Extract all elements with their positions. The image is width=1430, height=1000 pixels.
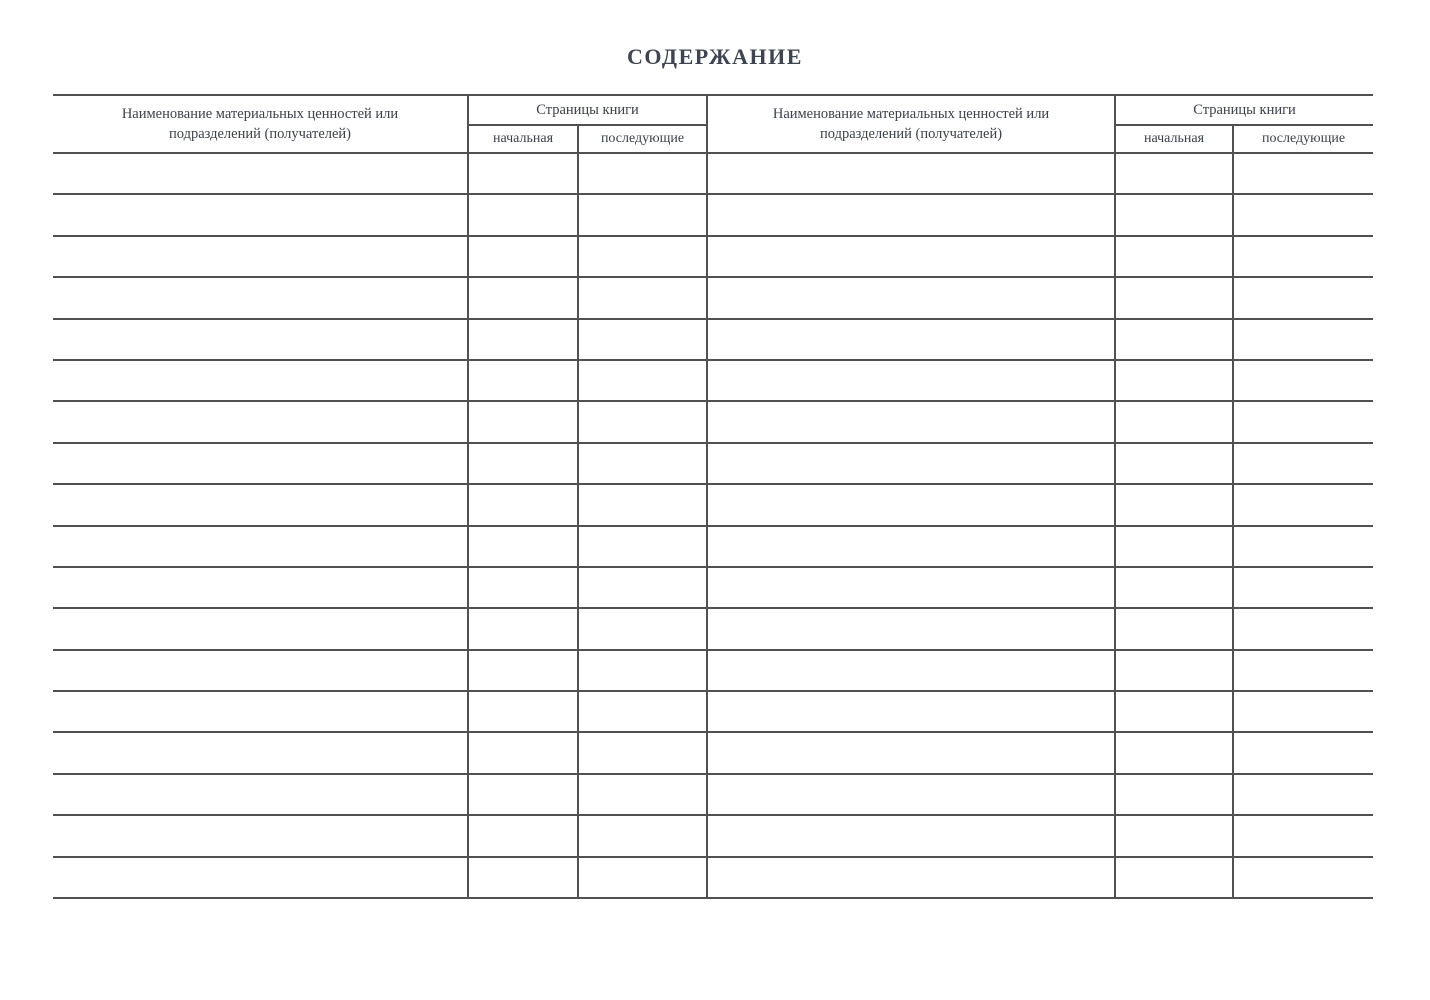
- table-row: [53, 567, 1373, 608]
- empty-cell: [1233, 236, 1373, 277]
- empty-cell: [707, 526, 1115, 567]
- empty-cell: [1233, 567, 1373, 608]
- empty-cell: [707, 567, 1115, 608]
- empty-cell: [468, 650, 578, 691]
- table-row: [53, 732, 1373, 773]
- empty-cell: [1233, 815, 1373, 856]
- table-header: [53, 95, 1373, 153]
- table-row: [53, 360, 1373, 401]
- empty-cell: [468, 277, 578, 318]
- empty-cell: [1233, 484, 1373, 525]
- empty-cell: [578, 277, 707, 318]
- empty-cell: [53, 526, 468, 567]
- empty-cell: [1115, 567, 1233, 608]
- empty-cell: [578, 567, 707, 608]
- empty-cell: [707, 857, 1115, 898]
- empty-cell: [707, 360, 1115, 401]
- empty-cell: [1233, 360, 1373, 401]
- col-subheader-subsequent-right: последующие: [1233, 125, 1373, 153]
- table-body: [53, 153, 1373, 898]
- table-row: [53, 277, 1373, 318]
- empty-cell: [707, 608, 1115, 649]
- empty-cell: [1115, 484, 1233, 525]
- empty-cell: [707, 277, 1115, 318]
- empty-cell: [53, 153, 468, 194]
- page-title: СОДЕРЖАНИЕ: [627, 44, 803, 69]
- table-row: [53, 691, 1373, 732]
- empty-cell: [1115, 236, 1233, 277]
- table-row: [53, 774, 1373, 815]
- empty-cell: [1115, 774, 1233, 815]
- empty-cell: [468, 526, 578, 567]
- empty-cell: [1115, 691, 1233, 732]
- col-subheader-subsequent-left: последующие: [578, 125, 707, 153]
- empty-cell: [578, 236, 707, 277]
- empty-cell: [1233, 153, 1373, 194]
- empty-cell: [468, 401, 578, 442]
- empty-cell: [53, 691, 468, 732]
- empty-cell: [578, 360, 707, 401]
- empty-cell: [1233, 857, 1373, 898]
- contents-table: [53, 94, 1373, 899]
- empty-cell: [578, 815, 707, 856]
- empty-cell: [1115, 194, 1233, 235]
- empty-cell: [1233, 401, 1373, 442]
- empty-cell: [1115, 815, 1233, 856]
- empty-cell: [707, 650, 1115, 691]
- table-row: [53, 153, 1373, 194]
- empty-cell: [1115, 277, 1233, 318]
- empty-cell: [1233, 443, 1373, 484]
- empty-cell: [468, 608, 578, 649]
- empty-cell: [53, 194, 468, 235]
- empty-cell: [468, 153, 578, 194]
- empty-cell: [1233, 691, 1373, 732]
- table-row: [53, 484, 1373, 525]
- empty-cell: [53, 567, 468, 608]
- empty-cell: [1115, 732, 1233, 773]
- empty-cell: [578, 526, 707, 567]
- table-row: [53, 650, 1373, 691]
- empty-cell: [468, 443, 578, 484]
- empty-cell: [1233, 319, 1373, 360]
- empty-cell: [468, 815, 578, 856]
- empty-cell: [53, 360, 468, 401]
- empty-cell: [1233, 774, 1373, 815]
- table-row: [53, 236, 1373, 277]
- empty-cell: [1115, 360, 1233, 401]
- empty-cell: [1115, 401, 1233, 442]
- empty-cell: [53, 319, 468, 360]
- empty-cell: [707, 443, 1115, 484]
- empty-cell: [1115, 526, 1233, 567]
- empty-cell: [578, 194, 707, 235]
- empty-cell: [1115, 857, 1233, 898]
- empty-cell: [707, 194, 1115, 235]
- empty-cell: [1233, 732, 1373, 773]
- empty-cell: [53, 732, 468, 773]
- empty-cell: [707, 691, 1115, 732]
- table-row: [53, 815, 1373, 856]
- table-row: [53, 526, 1373, 567]
- empty-cell: [1115, 319, 1233, 360]
- empty-cell: [578, 443, 707, 484]
- empty-cell: [578, 774, 707, 815]
- empty-cell: [1115, 650, 1233, 691]
- table-row: [53, 857, 1373, 898]
- table-row: [53, 443, 1373, 484]
- empty-cell: [53, 401, 468, 442]
- table-row: [53, 194, 1373, 235]
- empty-cell: [1233, 608, 1373, 649]
- col-header-name-left: Наименование материальных ценностей или подразделений (получателей): [53, 95, 468, 153]
- col-header-pages-left: Страницы книги: [468, 95, 707, 125]
- empty-cell: [468, 319, 578, 360]
- empty-cell: [578, 319, 707, 360]
- empty-cell: [707, 484, 1115, 525]
- empty-cell: [707, 153, 1115, 194]
- empty-cell: [578, 857, 707, 898]
- empty-cell: [53, 484, 468, 525]
- empty-cell: [468, 774, 578, 815]
- col-subheader-initial-left: начальная: [468, 125, 578, 153]
- empty-cell: [468, 236, 578, 277]
- empty-cell: [468, 194, 578, 235]
- empty-cell: [707, 732, 1115, 773]
- empty-cell: [468, 360, 578, 401]
- empty-cell: [468, 567, 578, 608]
- table-row: [53, 608, 1373, 649]
- empty-cell: [53, 650, 468, 691]
- col-header-name-right: Наименование материальных ценностей или подразделений (получателей): [707, 95, 1115, 153]
- empty-cell: [1233, 277, 1373, 318]
- empty-cell: [468, 732, 578, 773]
- empty-cell: [1233, 526, 1373, 567]
- empty-cell: [578, 691, 707, 732]
- empty-cell: [578, 484, 707, 525]
- table-row: [53, 319, 1373, 360]
- empty-cell: [468, 857, 578, 898]
- table-row: [53, 401, 1373, 442]
- empty-cell: [1115, 443, 1233, 484]
- empty-cell: [53, 236, 468, 277]
- empty-cell: [53, 774, 468, 815]
- empty-cell: [1115, 153, 1233, 194]
- empty-cell: [707, 401, 1115, 442]
- empty-cell: [707, 815, 1115, 856]
- empty-cell: [578, 650, 707, 691]
- empty-cell: [1115, 608, 1233, 649]
- empty-cell: [53, 857, 468, 898]
- empty-cell: [1233, 194, 1373, 235]
- empty-cell: [707, 236, 1115, 277]
- col-header-pages-right: Страницы книги: [1115, 95, 1373, 125]
- empty-cell: [1233, 650, 1373, 691]
- col-subheader-initial-right: начальная: [1115, 125, 1233, 153]
- empty-cell: [578, 153, 707, 194]
- empty-cell: [53, 608, 468, 649]
- empty-cell: [468, 691, 578, 732]
- empty-cell: [578, 401, 707, 442]
- empty-cell: [53, 443, 468, 484]
- empty-cell: [53, 815, 468, 856]
- empty-cell: [578, 608, 707, 649]
- empty-cell: [707, 774, 1115, 815]
- empty-cell: [707, 319, 1115, 360]
- empty-cell: [468, 484, 578, 525]
- empty-cell: [53, 277, 468, 318]
- empty-cell: [578, 732, 707, 773]
